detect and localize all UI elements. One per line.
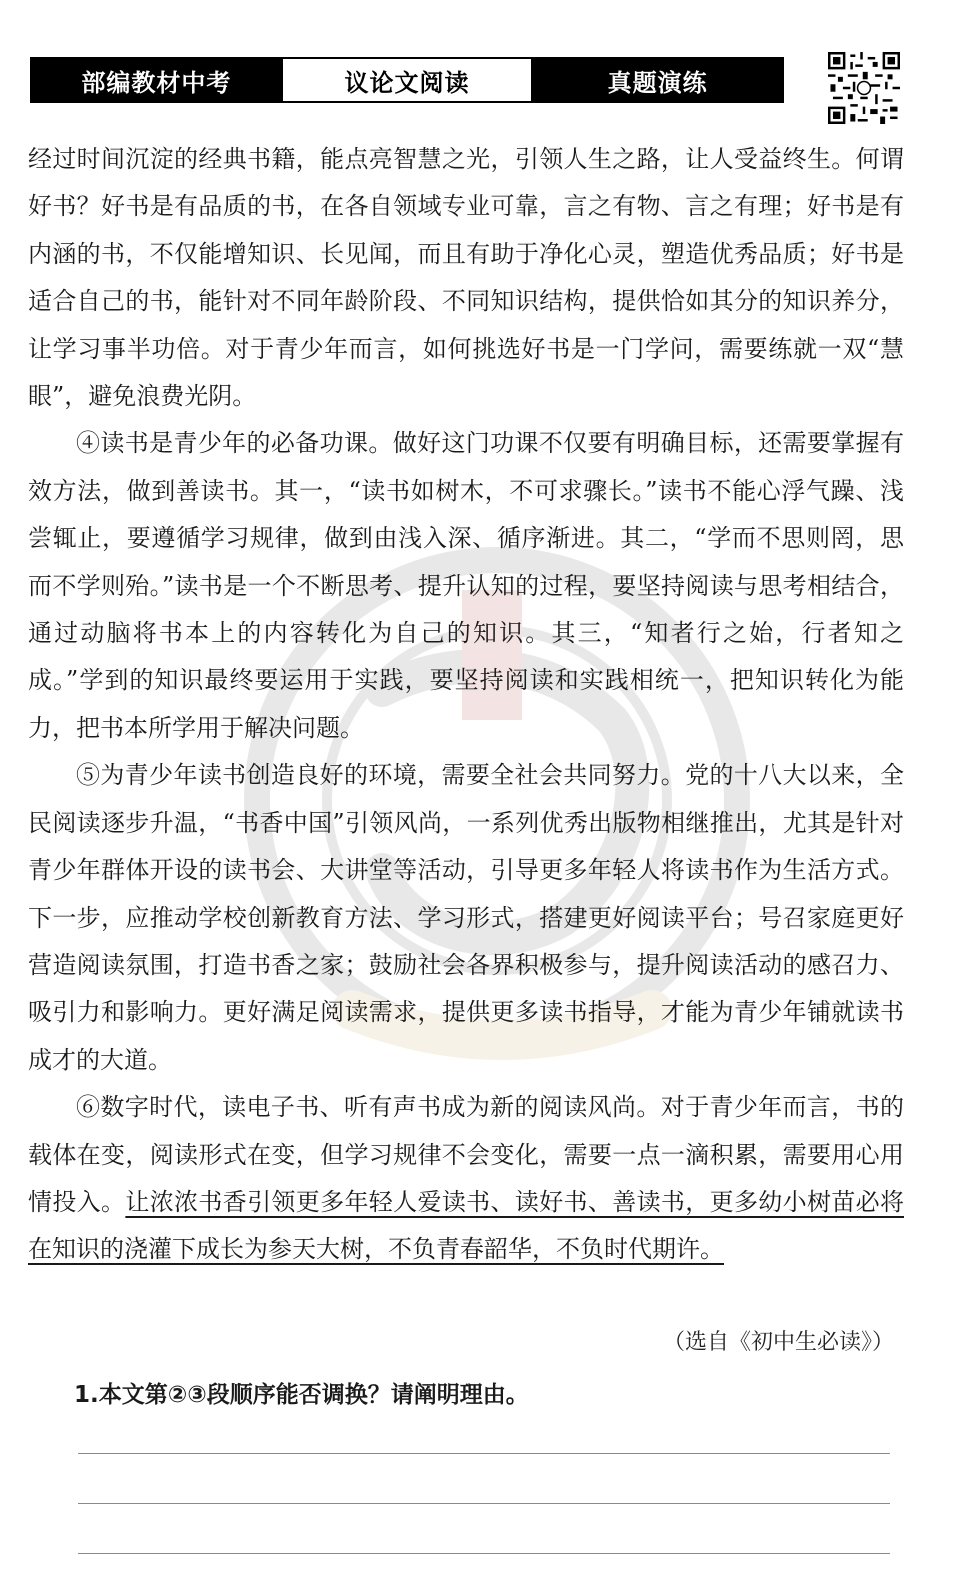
paragraph-4: ④读书是青少年的必备功课。做好这门功课不仅要有明确目标，还需要掌握有效方法，做到善读书。其一，“读书如树木，不可求骤长。”读书不能心浮气躁、浅尝辄止，要遵循学习规律，做到由浅入深、循序渐进。其二，“学而不思则罔，思而不学则殆。”读书是一个不断思考、提升认知的过程，要坚持阅读与思考相结合，通过动脑将书本上的内容转化为自己的知识。其三，“知者行之始，行者知之成。”学到的知识最终要运用于实践，要坚持阅读和实践相统一，把知识转化为能力，把书本所学用于解决问题。 bbox=[28, 429, 904, 742]
paragraph-continued: 经过时间沉淀的经典书籍，能点亮智慧之光，引领人生之路，让人受益终生。何谓好书？好书是有品质的书，在各自领域专业可靠，言之有物、言之有理；好书是有内涵的书，不仅能增知识、长见闻，而且有助于净化心灵，塑造优秀品质；好书是适合自己的书，能针对不同年龄阶段、不同知识结构，提供恰如其分的知识养分，让学习事半功倍。对于青少年而言，如何挑选好书是一门学问，需要练就一双“慧眼”，避免浪费光阴。 bbox=[28, 145, 904, 411]
source-citation: （选自《初中生必读》） bbox=[662, 1330, 894, 1355]
answer-line[interactable] bbox=[78, 1503, 890, 1504]
answer-line[interactable] bbox=[78, 1453, 890, 1454]
header-left-label: 部编教材中考 bbox=[32, 59, 281, 101]
answer-line[interactable] bbox=[78, 1553, 890, 1554]
article-body bbox=[28, 136, 904, 1274]
paragraph-5: ⑤为青少年读书创造良好的环境，需要全社会共同努力。党的十八大以来，全民阅读逐步升温，“书香中国”引领风尚，一系列优秀出版物相继推出，尤其是针对青少年群体开设的读书会、大讲堂等活动，引导更多年轻人将读书作为生活方式。下一步，应推动学校创新教育方法、学习形式，搭建更好阅读平台；号召家庭更好营造阅读氛围，打造书香之家；鼓励社会各界积极参与，提升阅读活动的感召力、吸引力和影响力。更好满足阅读需求，提供更多读书指导，才能为青少年铺就读书成才的大道。 bbox=[28, 761, 904, 1074]
question-1: 1.本文第②③段顺序能否调换？请阐明理由。 bbox=[74, 1382, 529, 1408]
paragraph-6-underlined-sentence: 让浓浓书香引领更多年轻人爱读书、读好书、善读书，更多幼小树苗必将在知识的浇灌下成长为参天大树，不负青春韶华，不负时代期许。 bbox=[28, 1187, 905, 1264]
header-bar bbox=[30, 57, 784, 103]
header-center-label: 议论文阅读 bbox=[281, 59, 534, 101]
paragraph-6 bbox=[28, 1084, 904, 1274]
qr-code-icon[interactable] bbox=[828, 52, 900, 124]
header-right-label: 真题演练 bbox=[533, 59, 782, 101]
paragraph-6-text: ⑥数字时代，读电子书、听有声书成为新的阅读风尚。对于青少年而言，书的载体在变，阅读形式在变，但学习规律不会变化，需要一点一滴积累，需要用心用情投入。 bbox=[28, 1093, 904, 1216]
